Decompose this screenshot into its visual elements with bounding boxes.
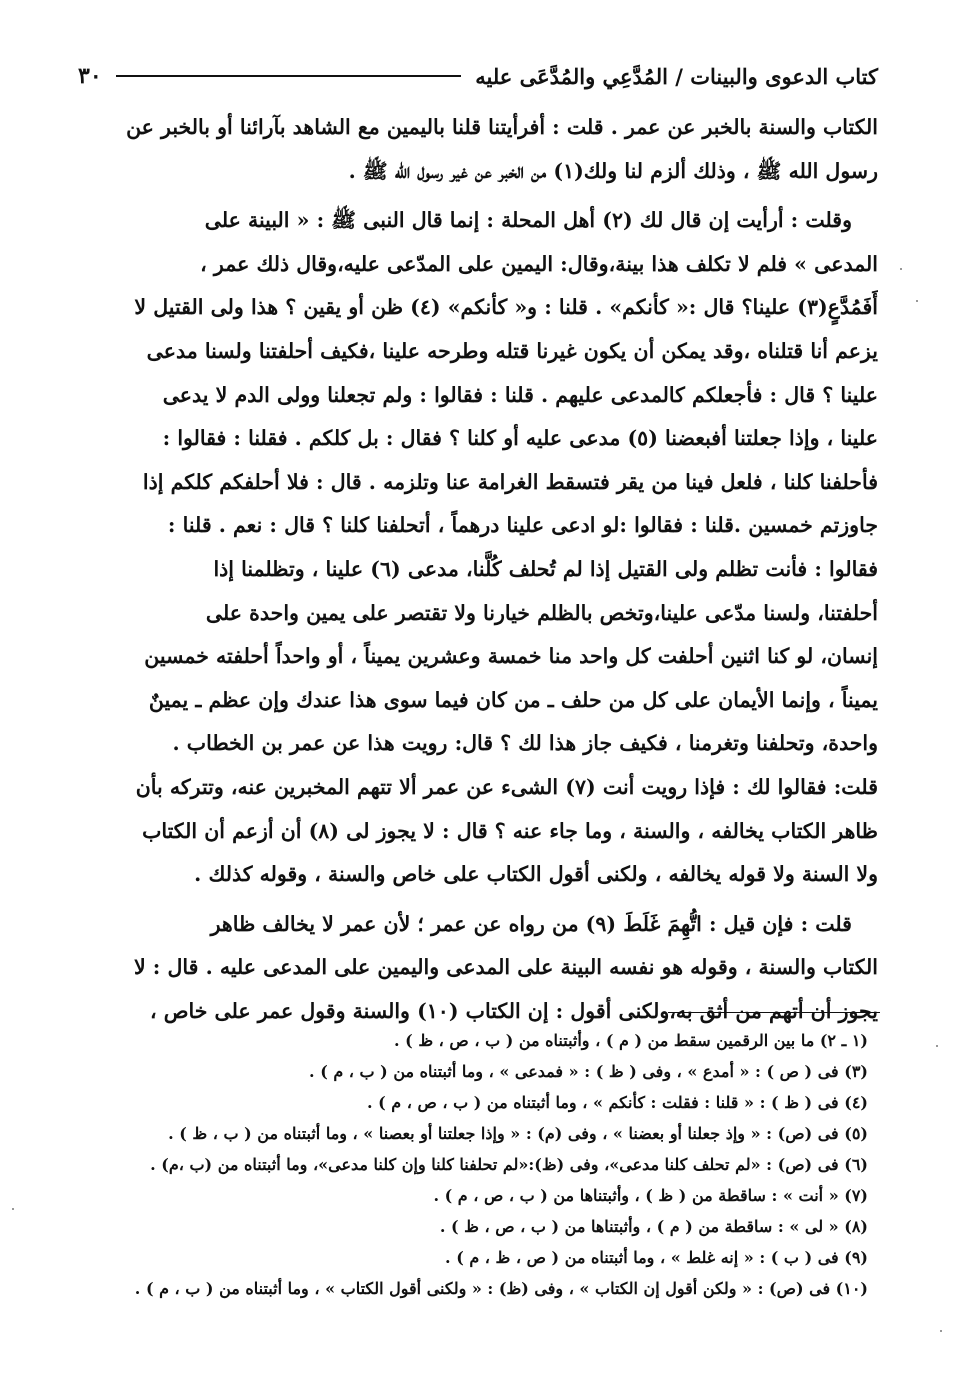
text-line: علينا ، وإذا جعلتنا أفبعضنا (٥) مدعى عليه أو كلنا ؟ فقال : بل كلكم . فقلنا : فقالوا :: [162, 426, 878, 451]
footnote: (٧) « أنت » : ساقطة من ( ظ ) ، وأثبتناها من ( ب ، ص ، م ) .: [433, 1186, 868, 1205]
scan-speck: [936, 1045, 938, 1047]
footnote: (١٠) فى (ص) : « ولكن أقول إن الكتاب » ، وفى (ظ) : « ولكنى أقول الكتاب » ، وما أثبتناه من ( ب ، م ) .: [134, 1279, 868, 1298]
scan-speck: [900, 268, 902, 270]
text-line: وقلت : أرأيت إن قال لك (٢) أهل المحلة : إنما قال النبى ﷺ : « البينة على: [204, 208, 852, 233]
footnote-rule: [668, 1012, 880, 1013]
footnote: (١ ـ ٢) ما بين الرقمين سقط من ( م ) ، وأثبتناه من ( ب ، ص ، ظ ) .: [394, 1031, 868, 1050]
header-rule: [116, 75, 462, 77]
text-line: الكتاب والسنة ، وقوله هو نفسه البينة على المدعى واليمين على المدعى عليه . قال : لا: [133, 955, 878, 980]
text-line: الكتاب والسنة بالخبر عن عمر . قلت : أفرأيتنا قلنا باليمين مع الشاهد بآرائنا أو بالخبر عن: [126, 115, 878, 139]
text-line: المدعى » فلم لا تكلف هذا بينة،وقال: اليمين على المدّعى عليه،وقال ذلك عمر ،: [200, 251, 878, 276]
footnote: (٤) فى ( ظ ) : « قلنا : فقلت : كأنكم » ، وما أثبتناه من ( ب ، ص ، م ) .: [367, 1093, 868, 1112]
text-line: ولا السنة ولا قوله يخالفه ، ولكنى أقول الكتاب على خاص والسنة ، وقوله كذلك .: [194, 862, 878, 887]
text-line: علينا ؟ قال : فأجعلكم كالمدعى عليهم . قلنا : فقالوا : ولم تجعلنا وولى الدم لا يدعى: [162, 382, 878, 407]
text-line: يجوز أن أتهم من أثق به،ولكنى أقول : إن الكتاب (١٠) والسنة وقول عمر على خاص ،: [149, 998, 878, 1023]
footnote: (٥) فى (ص) : « وإذ جعلنا أو بعضنا » ، وفى (م) : « وإذا جعلتنا أو بعصنا » ، وما أثبتناه من ( ب ، ظ ) .: [168, 1124, 868, 1143]
text-line: قلت: فقالوا لك : فإذا رويت أنت (٧) الشىء عن عمر ألا تتهم المخبرين عنه، وتتركه بأن: [135, 774, 878, 799]
scan-speck: [916, 300, 918, 302]
footnote: (٦) فى (ص) : «لم تحلف كلنا مدعى»، وفى (ظ):«لم تحلفنا كلنا وإن كلنا مدعى»، وما أثبتناه من (ب ،م) .: [150, 1155, 868, 1174]
text-line: يميناً ، وإنما الأيمان على كل من حلف ـ من كان فيما سوى هذا عندك وإن عظم ـ يمينٌ: [148, 687, 878, 712]
footnotes: [78, 1025, 868, 1304]
text-line: يزعم أنا قتلناه ،وقد يمكن أن يكون غيرنا قتله وطرحه علينا ،فكيف أحلفتنا ولسنا مدعى: [146, 338, 878, 363]
scan-speck: [940, 1330, 942, 1332]
page-header: [78, 56, 878, 96]
text-line: قلت : فإن قيل : اتُّهِمَ غَلَطَ (٩) من رواه عن عمر ؛ لأن عمر لا يخالف ظاهر: [210, 911, 852, 936]
text-line: أَفَمُدَّعٍ(٣) علينا؟ قال :« كأنكم» . قلنا : و« كأنكم» (٤) ظن أو يقين ؟ هذا ولى القتيل لا: [134, 295, 878, 320]
main-text: [78, 106, 878, 1033]
text-line: واحدة، وتحلفنا وتغرمنا ، فكيف جاز هذا لك ؟ قال: رويت هذا عن عمر بن الخطاب .: [172, 731, 878, 756]
text-line: إنسان، لو كنا اثنين أحلفت كل واحد منا خمسة وعشرين يميناً ، أو واحداً أحلفته خمسين: [144, 644, 878, 669]
footnote: (٣) فى ( ص ) : « أمدع » ، وفى ( ظ ) : « فمدعى » ، وما أثبتناه من ( ب ، م ) .: [309, 1062, 868, 1081]
footnote: (٨) « لى » : ساقطة من ( م ) ، وأثبتناها من ( ب ، ص ، ظ ) .: [439, 1217, 868, 1236]
text-line: أحلفتنا، ولسنا مدّعى علينا،وتخص بالظلم خيارنا ولا تقتصر على يمين واحدة على: [205, 600, 878, 625]
text-line: فقالوا : فأنت تظلم ولى القتيل إذا لم تُحلف كُلَّنا، مدعى (٦) علينا ، وتظلمنا إذا: [213, 556, 878, 581]
text-line: فأحلفنا كلنا ، فلعل فينا من يقر فتسقط الغرامة عنا وتلزمه . قال : فلا أحلفكم كلكم إذا: [142, 469, 878, 494]
text-line: ظاهر الكتاب يخالفه ، والسنة ، وما جاء عنه ؟ قال : لا يجوز لى (٨) أن أزعم أن الكتاب: [142, 818, 878, 843]
page-number: ٣٠: [78, 63, 102, 89]
text-line: رسول الله ﷺ ، وذلك ألزم لنا ولك(١) من الخبر عن غير رسول الله ﷺ .: [348, 158, 878, 183]
running-title: كتاب الدعوى والبينات / المُدَّعِي والمُدَّعَى عليه: [475, 63, 878, 89]
text-line: جاوزتم خمسين .قلنا : فقالوا :لو ادعى علينا درهماً ، أتحلفنا كلنا ؟ قال : نعم . قلنا :: [167, 513, 878, 538]
scan-speck: [12, 1208, 14, 1210]
footnote: (٩) فى ( ب ) : « إنه غلط » ، وما أثبتناه من ( ص ، ظ ، م ) .: [445, 1248, 868, 1267]
